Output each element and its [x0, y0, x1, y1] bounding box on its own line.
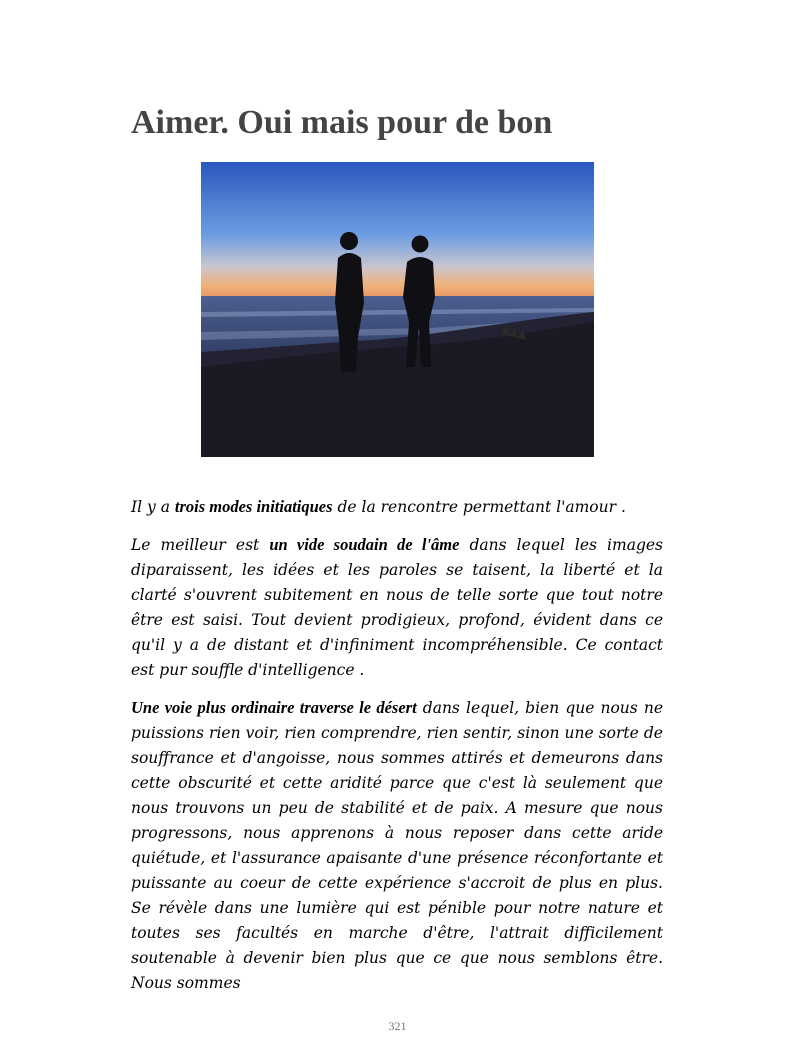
- page-title: Aimer. Oui mais pour de bon: [131, 104, 553, 141]
- emphasis: Une voie plus ordinaire traverse le désert: [131, 698, 417, 717]
- emphasis: un vide soudain de l'âme: [269, 535, 460, 554]
- paragraph: Il y a trois modes initiatiques de la rencontre permettant l'amour .: [131, 497, 626, 516]
- sunset-photo: [201, 162, 594, 457]
- emphasis: trois modes initiatiques: [174, 497, 333, 516]
- paragraph: Une voie plus ordinaire traverse le désert dans lequel, bien que nous ne puissions rien voir, rien comprendre, rien sentir, sinon une sorte de souffrance et d'angoisse, nous sommes attirés et demeurons dans cette obscurité et cette aridité parce que c'est là seulement que nous trouvons un peu de stabilité et de paix. A mesure que nous progressons, nous apprenons à nous reposer dans cette aride quiétude, et l'assurance apaisante d'une présence réconfortante et puissante au coeur de cette expérience s'accroit de plus en plus. Se révèle dans une lumière qui est pénible pour notre nature et toutes ses facultés en marche d'être, l'attrait difficilement soutenable à devenir bien plus que ce que nous semblons être. Nous sommes: [131, 698, 664, 992]
- body-text: [131, 494, 663, 1008]
- paragraph: Le meilleur est un vide soudain de l'âme dans lequel les images diparaissent, les idées et les paroles se taisent, la liberté et la clarté s'ouvrent subitement en nous de telle sorte que tout notre être est saisi. Tout devient prodigieux, profond, évident dans ce qu'il y a de distant et d'infiniment incompréhensible. Ce contact est pur souffle d'intelligence .: [131, 535, 663, 679]
- page-number: 321: [388, 1019, 407, 1033]
